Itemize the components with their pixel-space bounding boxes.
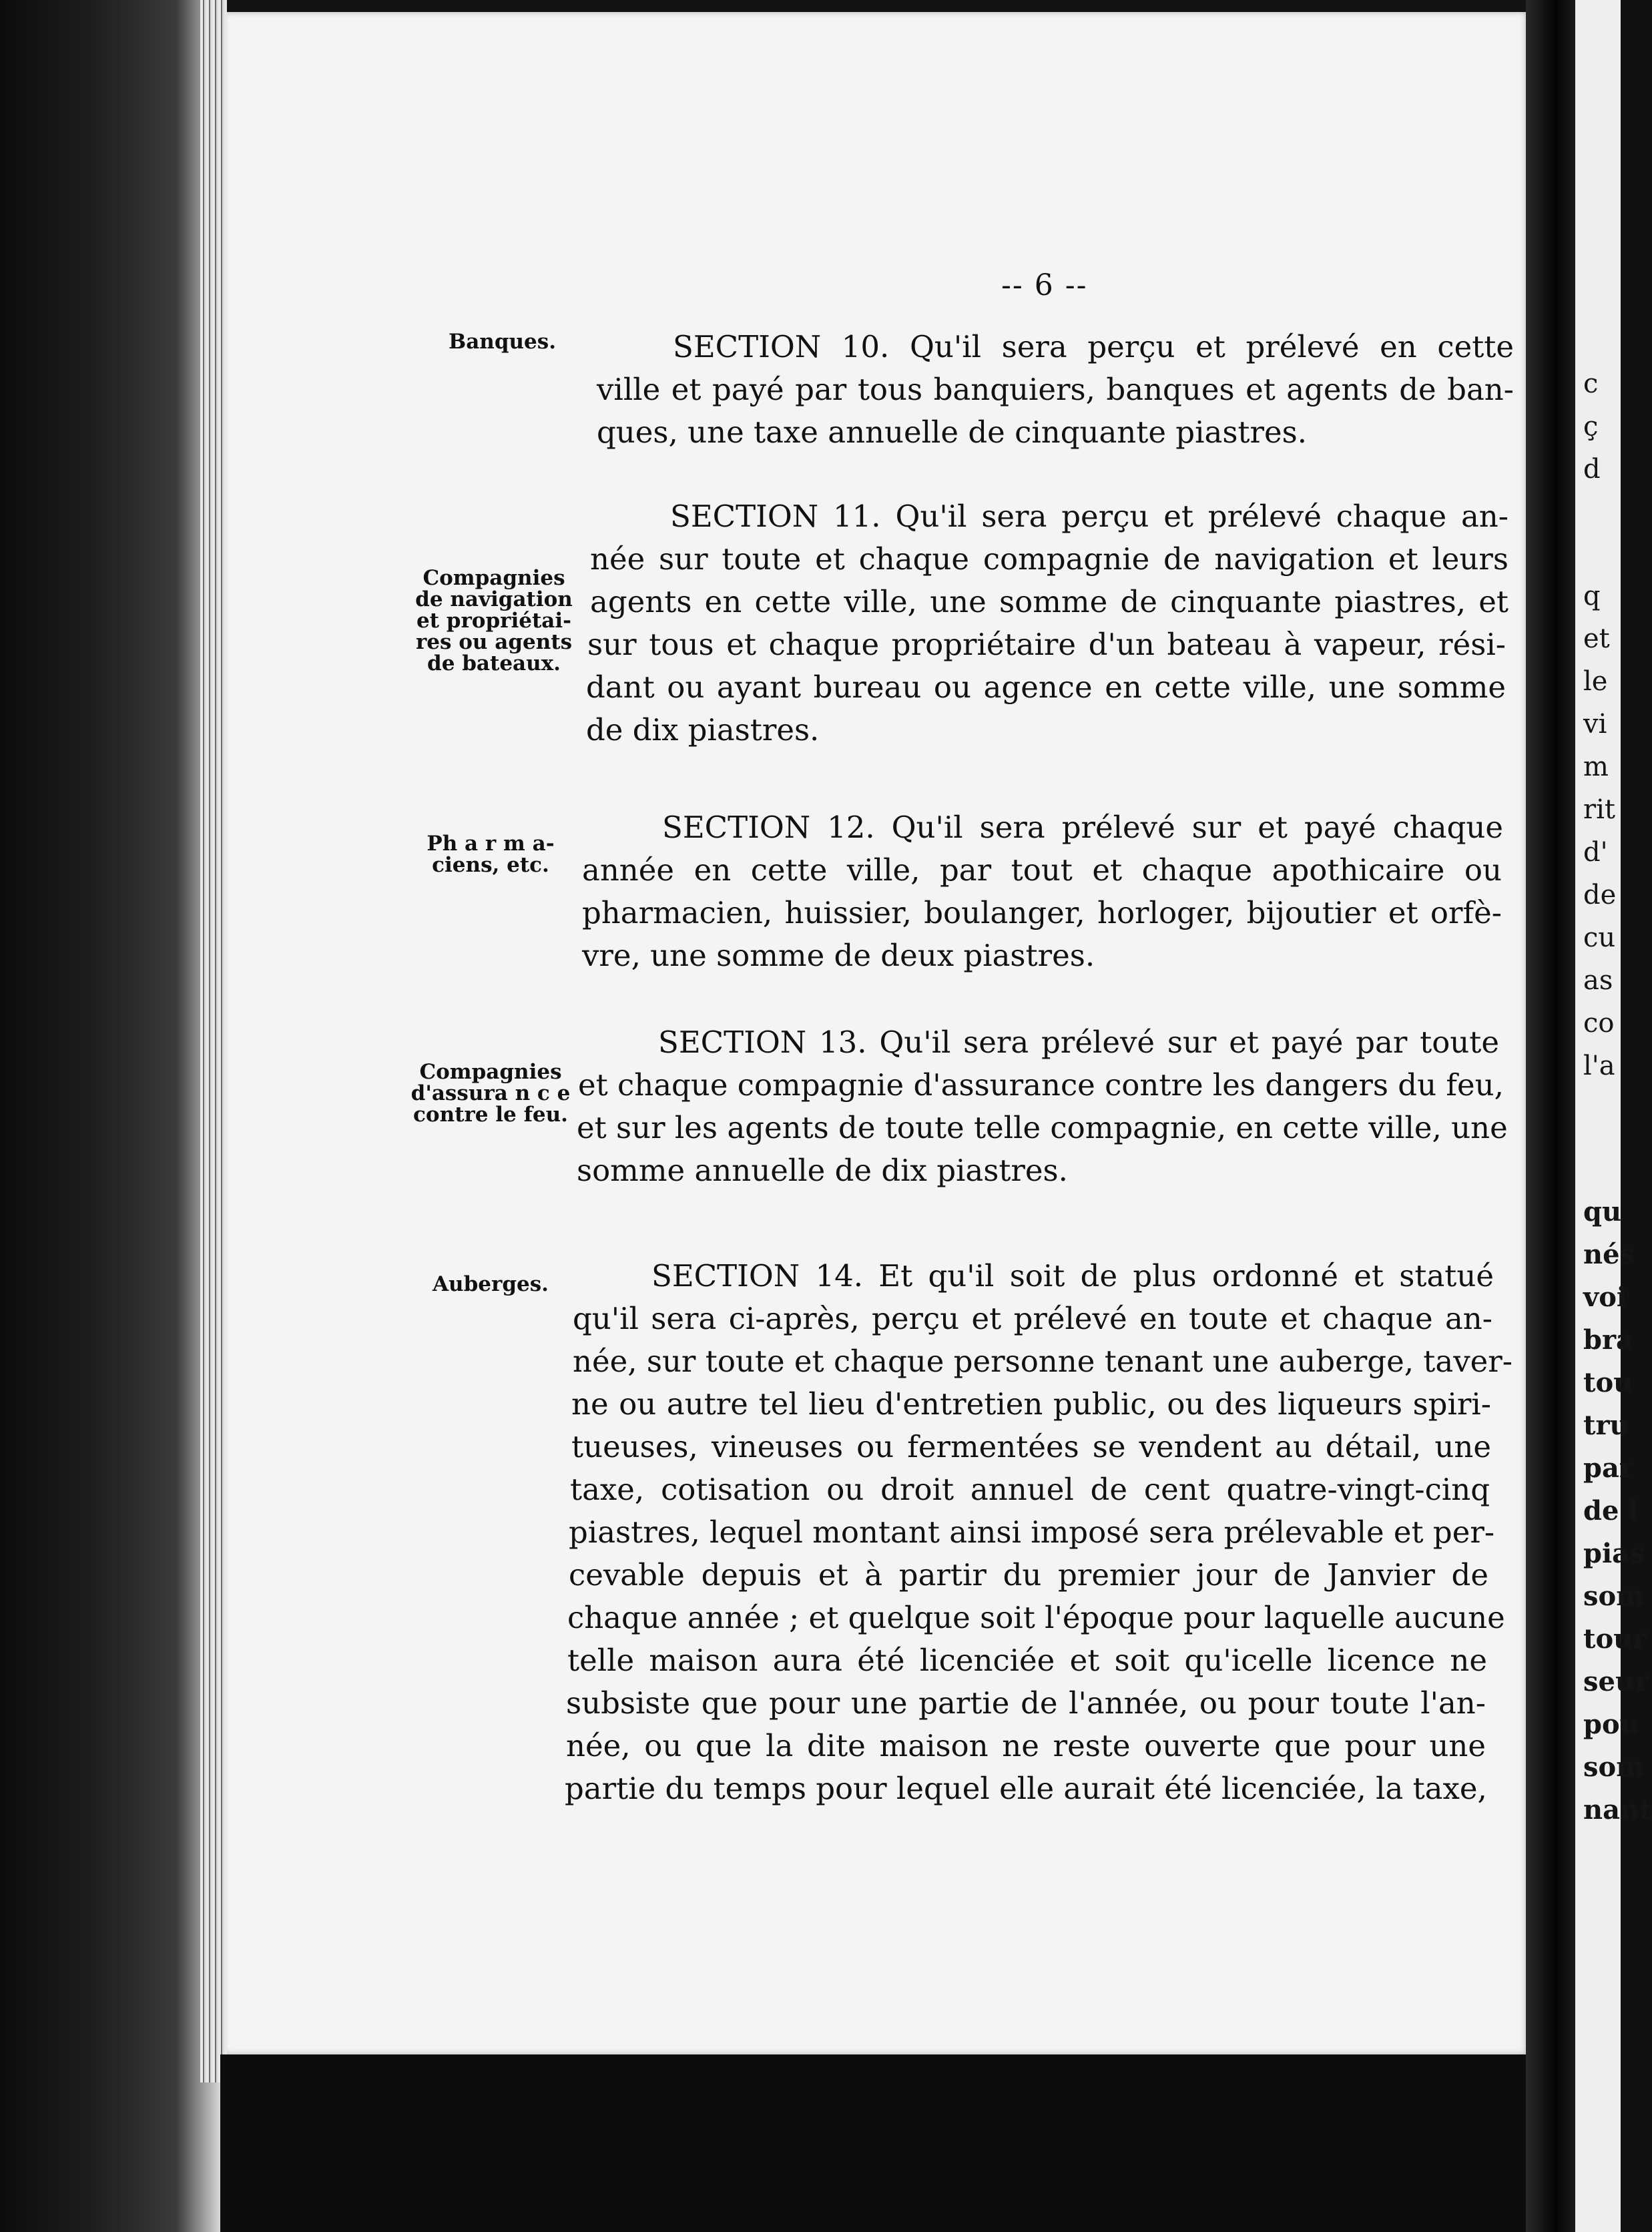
section-14-line: taxe, cotisation ou droit annuel de cent quatre-vingt-cinq [570, 1472, 1490, 1507]
facing-page-fragment: tour [1583, 1623, 1647, 1655]
margin-note-line: de navigation [415, 587, 573, 611]
facing-page-fragment: rit [1583, 794, 1615, 825]
facing-page-fragment: cu [1583, 922, 1616, 953]
section-11-line: dant ou ayant bureau ou agence en cette ville, une somme [586, 669, 1506, 705]
section-13-line: SECTION 13. Qu'il sera prélevé sur et payé par toute [658, 1025, 1499, 1060]
facing-page-fragment: le [1583, 666, 1608, 697]
section-13-line: somme annuelle de dix piastres. [577, 1153, 1068, 1188]
facing-page-fragment: d [1583, 454, 1601, 485]
facing-page-fragment: nant [1583, 1794, 1652, 1826]
section-14-line: née, ou que la dite maison ne reste ouverte que pour une [566, 1728, 1486, 1763]
book-left-edge [0, 0, 220, 2232]
facing-page-fragment: q [1583, 581, 1601, 611]
page-stack-edges [200, 0, 227, 2082]
section-10-line: ques, une taxe annuelle de cinquante piastres. [597, 414, 1308, 450]
section-12-line: année en cette ville, par tout et chaque apothicaire ou [582, 852, 1502, 888]
section-12-line: pharmacien, huissier, boulanger, horloger, bijoutier et orfè- [582, 895, 1502, 930]
facing-page-fragment: l'a [1583, 1051, 1615, 1081]
facing-page-fragment: tou [1583, 1367, 1633, 1398]
facing-page-fragment: vi [1583, 709, 1607, 740]
section-14-line: ne ou autre tel lieu d'entretien public, ou des liqueurs spiri- [571, 1386, 1491, 1422]
facing-page-edge [1575, 0, 1621, 2232]
section-14-line: SECTION 14. Et qu'il soit de plus ordonné et statué [651, 1258, 1494, 1294]
margin-note-line: contre le feu. [413, 1103, 568, 1127]
section-14-line: qu'il sera ci-après, perçu et prélevé en toute et chaque an- [573, 1301, 1492, 1336]
facing-page-fragment: m [1583, 752, 1609, 782]
section-11-line: sur tous et chaque propriétaire d'un bateau à vapeur, rési- [587, 627, 1506, 662]
section-14-line: née, sur toute et chaque personne tenant une auberge, taver- [573, 1344, 1512, 1379]
margin-note-line: res ou agents [415, 630, 573, 654]
facing-page-fragment: d' [1583, 837, 1608, 868]
facing-page-fragment: c [1583, 368, 1599, 399]
section-12-line: vre, une somme de deux piastres. [582, 938, 1095, 973]
book-gutter [1526, 0, 1575, 2232]
section-14-line: tueuses, vineuses ou fermentées se vendent au détail, une [571, 1429, 1491, 1464]
facing-page-fragment: som [1583, 1751, 1645, 1783]
facing-page-fragment: nés [1583, 1239, 1635, 1270]
margin-note-pharmaciens [400, 833, 581, 876]
section-14-line: partie du temps pour lequel elle aurait été licenciée, la taxe, [565, 1771, 1487, 1806]
page-number: -- 6 -- [1001, 268, 1088, 302]
facing-page-fragment: de l [1583, 1495, 1639, 1526]
section-11-line: de dix piastres. [586, 712, 820, 748]
section-11-line: agents en cette ville, une somme de cinquante piastres, et [590, 584, 1508, 619]
facing-page-fragment: as [1583, 965, 1613, 996]
section-14-line: cevable depuis et à partir du premier jour de Janvier de [569, 1557, 1488, 1593]
section-11-line: née sur toute et chaque compagnie de navigation et leurs [590, 541, 1508, 577]
facing-page-fragment: pou [1583, 1709, 1639, 1740]
margin-note-compagnies-navigation [400, 567, 587, 674]
facing-page-fragment: pias [1583, 1538, 1645, 1569]
margin-note-line: Ph a r m a- [427, 832, 555, 856]
facing-page-fragment: de [1583, 880, 1617, 910]
facing-page-fragment: som [1583, 1581, 1645, 1612]
scan-bottom-margin [220, 2054, 1526, 2232]
margin-note-banques: Banques. [449, 330, 557, 354]
section-11-line: SECTION 11. Qu'il sera perçu et prélevé chaque an- [670, 499, 1508, 534]
margin-note-line: Compagnies [419, 1060, 562, 1084]
facing-page-fragment: co [1583, 1008, 1615, 1039]
section-14-line: piastres, lequel montant ainsi imposé sera prélevable et per- [569, 1514, 1495, 1550]
margin-note-auberges: Auberges. [433, 1272, 549, 1296]
section-10-line: ville et payé par tous banquiers, banques et agents de ban- [597, 372, 1514, 407]
facing-page-fragment: par [1583, 1452, 1633, 1484]
section-13-line: et chaque compagnie d'assurance contre les dangers du feu, [578, 1067, 1504, 1103]
section-12-line: SECTION 12. Qu'il sera prélevé sur et payé chaque [662, 810, 1503, 845]
margin-note-line: d'assura n c e [410, 1081, 571, 1105]
section-14-line: telle maison aura été licenciée et soit qu'icelle licence ne [567, 1643, 1487, 1678]
margin-note-line: de bateaux. [427, 651, 561, 675]
section-14-line: chaque année ; et quelque soit l'époque pour laquelle aucune [567, 1600, 1505, 1635]
margin-note-line: Compagnies [423, 566, 565, 590]
facing-page-fragment: ç [1583, 411, 1599, 442]
facing-page-fragment: tru [1583, 1410, 1629, 1441]
margin-note-compagnies-assurance [403, 1061, 578, 1125]
facing-page-fragment: bra [1583, 1324, 1633, 1356]
facing-page-fragment: et [1583, 623, 1610, 654]
margin-note-line: et propriétai- [416, 609, 572, 633]
facing-page-fragment: seur [1583, 1666, 1649, 1697]
facing-page-fragment: voi [1583, 1282, 1627, 1313]
section-10-line: SECTION 10. Qu'il sera perçu et prélevé en cette [673, 329, 1514, 364]
facing-page-fragment: qu [1583, 1196, 1622, 1227]
section-14-line: subsiste que pour une partie de l'année, ou pour toute l'an- [566, 1685, 1486, 1721]
section-13-line: et sur les agents de toute telle compagnie, en cette ville, une [577, 1110, 1508, 1145]
margin-note-line: ciens, etc. [432, 853, 549, 877]
